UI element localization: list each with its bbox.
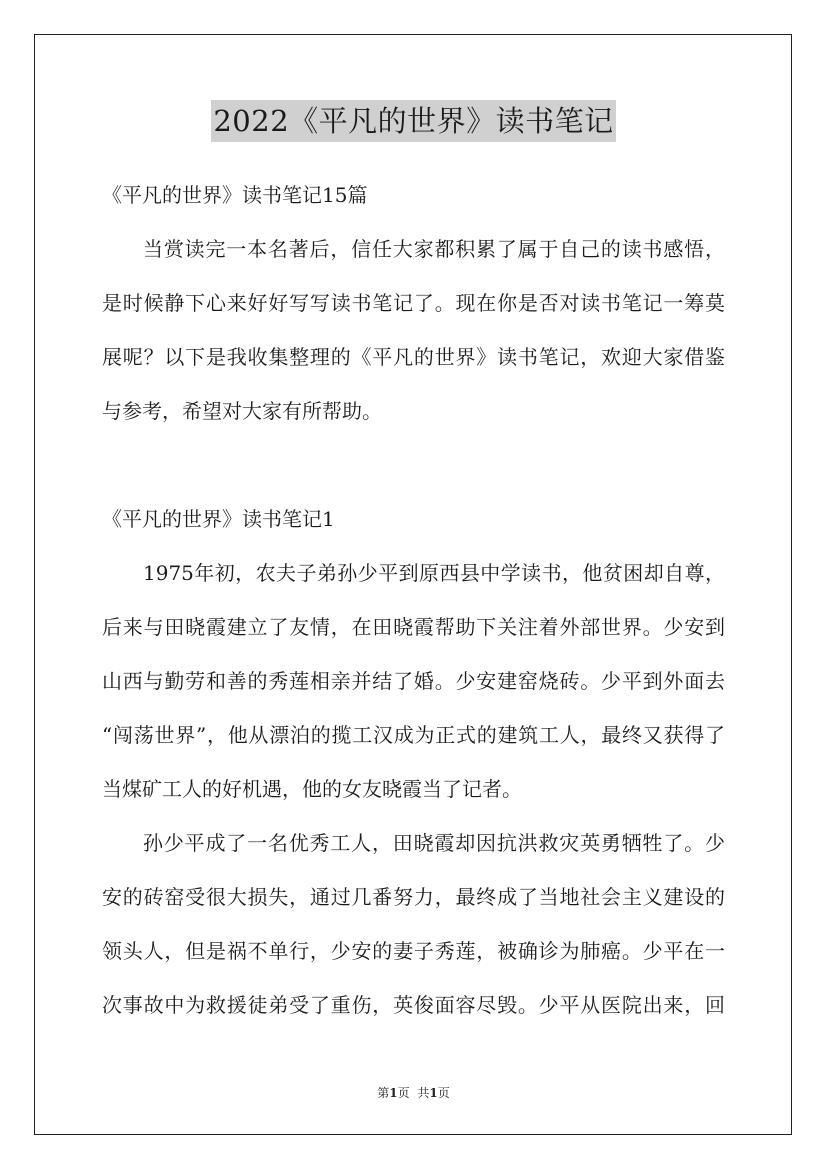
- document-title: 2022《平凡的世界》读书笔记: [211, 100, 615, 142]
- para2-line-3: 领头人，但是祸不单行，少安的妻子秀莲，被确诊为肺癌。少平在一: [102, 939, 725, 963]
- intro-line-2: 是时候静下心来好好写写读书笔记了。现在你是否对读书笔记一筹莫: [102, 291, 725, 315]
- para1-line-3: 山西与勤劳和善的秀莲相亲并结了婚。少安建窑烧砖。少平到外面去: [102, 669, 725, 693]
- intro-line-4: 与参考，希望对大家有所帮助。: [102, 399, 382, 423]
- para1-line-5: 当煤矿工人的好机遇，他的女友晓霞当了记者。: [102, 777, 522, 801]
- para2-line-2: 安的砖窑受很大损失，通过几番努力，最终成了当地社会主义建设的: [102, 885, 725, 909]
- para1-line-1: 1975年初，农夫子弟孙少平到原西县中学读书，他贫困却自尊，: [143, 561, 725, 585]
- intro-line-3: 展呢？以下是我收集整理的《平凡的世界》读书笔记，欢迎大家借鉴: [102, 345, 725, 369]
- page-prefix: 第: [377, 1086, 390, 1100]
- para2-line-4: 次事故中为救援徒弟受了重伤，英俊面容尽毁。少平从医院出来，回: [102, 993, 725, 1017]
- total-prefix: 共: [417, 1086, 430, 1100]
- title-container: [0, 100, 827, 142]
- intro-line-1: 当赏读完一本名著后，信任大家都积累了属于自己的读书感悟，: [143, 237, 725, 261]
- section-heading: 《平凡的世界》读书笔记1: [102, 507, 335, 531]
- para1-line-2: 后来与田晓霞建立了友情，在田晓霞帮助下关注着外部世界。少安到: [102, 615, 725, 639]
- page-footer: [0, 1085, 827, 1101]
- para1-line-4: “闯荡世界”，他从漂泊的揽工汉成为正式的建筑工人，最终又获得了: [102, 723, 725, 747]
- total-number: 1: [429, 1086, 438, 1100]
- page-suffix: 页: [397, 1086, 410, 1100]
- subtitle: 《平凡的世界》读书笔记15篇: [102, 183, 368, 207]
- para2-line-1: 孙少平成了一名优秀工人，田晓霞却因抗洪救灾英勇牺牲了。少: [143, 831, 725, 855]
- total-suffix: 页: [437, 1086, 450, 1100]
- page-number: 1: [389, 1086, 398, 1100]
